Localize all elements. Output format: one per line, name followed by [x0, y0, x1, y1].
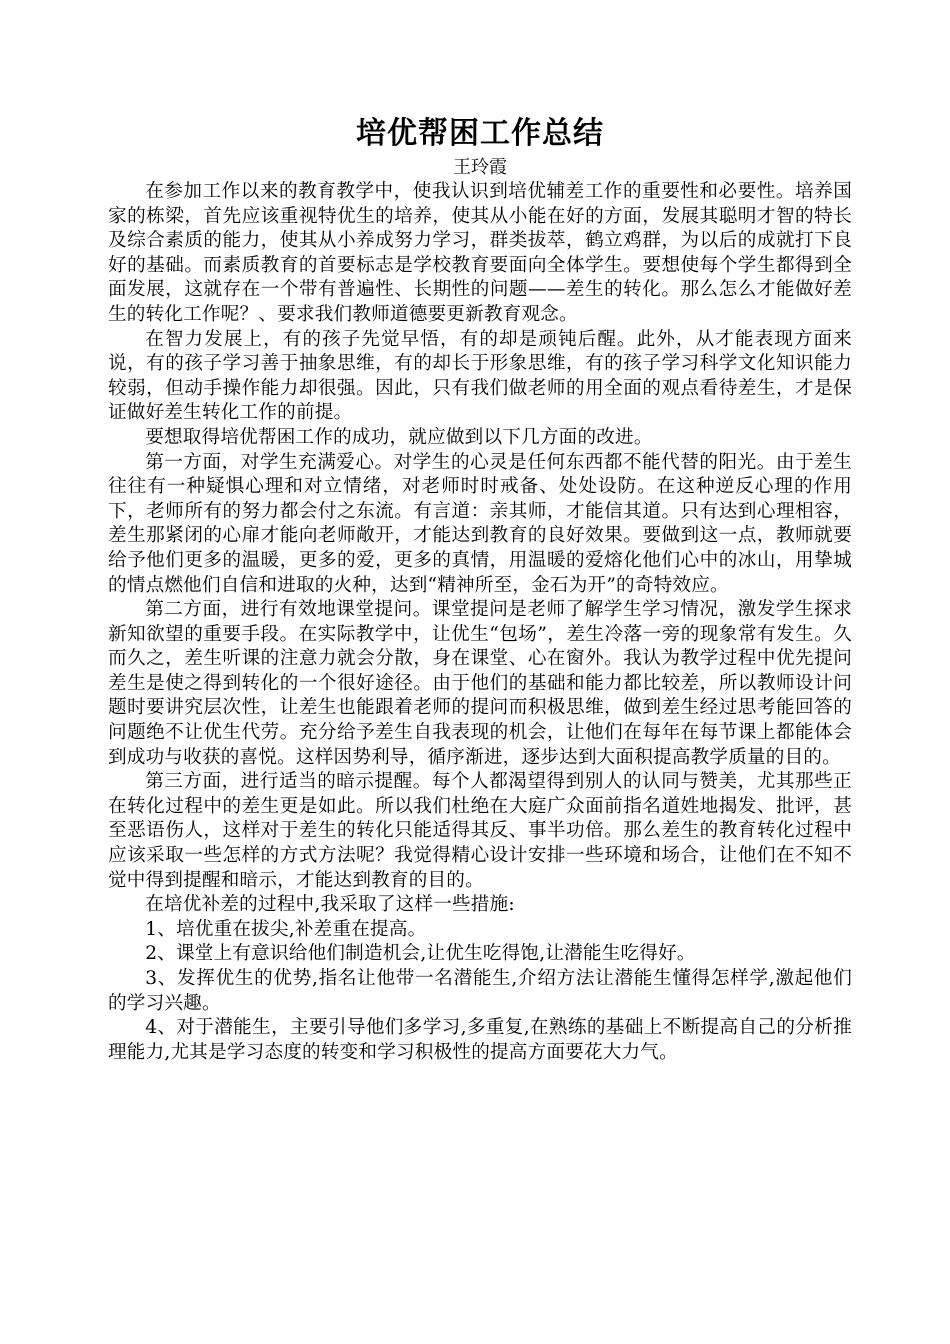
document-page [108, 112, 852, 1065]
paragraph-improvements: 要想取得培优帮困工作的成功，就应做到以下几方面的改进。 [145, 426, 653, 448]
paragraph-intelligence: 在智力发展上，有的孩子先觉早悟，有的却是顽钝后醒。此外，从才能表现方面来说，有的孩子学习善于抽象思维，有的却长于形象思维，有的孩子学习科学文化知识能力较弱，但动手操作能力却很强。因此，只有我们做老师的用全面的观点看待差生，才是保证做好差生转化工作的前提。 [108, 328, 852, 424]
paragraph-aspect-two: 第二方面，进行有效地课堂提问。课堂提问是老师了解学生学习情况，激发学生探求新知欲望的重要手段。在实际教学中，让优生“包场”，差生冷落一旁的现象常有发生。久而久之，差生听课的注意力就会分散，身在课堂、心在窗外。我认为教学过程中优先提问差生是使之得到转化的一个很好途径。由于他们的基础和能力都比较差，所以教师设计问题时要讲究层次性，让差生也能跟着老师的提问而积极思维，做到差生经过思考能回答的问题绝不让优生代劳。充分给予差生自我表现的机会，让他们在每年在每节课上都能体会到成功与收获的喜悦。这样因势利导，循序渐进，逐步达到大面积提高教学质量的目的。 [108, 599, 852, 768]
document-title: 培优帮困工作总结 [356, 116, 604, 151]
paragraph-measures-intro: 在培优补差的过程中,我采取了这样一些措施: [145, 894, 515, 916]
paragraph-aspect-three: 第三方面，进行适当的暗示提醒。每个人都渴望得到别人的认同与赞美，尤其那些正在转化过程中的差生更是如此。所以我们杜绝在大庭广众面前指名道姓地揭发、批评，甚至恶语伤人，这样对于差生的转化只能适得其反、事半功倍。那么差生的教育转化过程中应该采取一些怎样的方式方法呢？我觉得精心设计安排一些环境和场合，让他们在不知不觉中得到提醒和暗示，才能达到教育的目的。 [108, 771, 852, 891]
paragraph-intro: 在参加工作以来的教育教学中，使我认识到培优辅差工作的重要性和必要性。培养国家的栋梁，首先应该重视特优生的培养，使其从小能在好的方面，发展其聪明才智的特长及综合素质的能力，使其从小养成努力学习，群类拔萃，鹤立鸡群，为以后的成就打下良好的基础。而素质教育的首要标志是学校教育要面向全体学生。要想使每个学生都得到全面发展，这就存在一个带有普遍性、长期性的问题——差生的转化。那么怎么才能做好差生的转化工作呢？、要求我们教师道德要更新教育观念。 [108, 181, 852, 325]
measure-item: 1、培优重在拔尖,补差重在提高。 [145, 918, 427, 940]
paragraph-aspect-one: 第一方面，对学生充满爱心。对学生的心灵是任何东西都不能代替的阳光。由于差生往往有一种疑惧心理和对立情绪，对老师时时戒备、处处设防。在这种逆反心理的作用下，老师所有的努力都会付之东流。有言道：亲其师，才能信其道。只有达到心理相容，差生那紧闭的心扉才能向老师敞开，才能达到教育的良好效果。要做到这一点，教师就要给予他们更多的温暖，更多的爱，更多的真情，用温暖的爱熔化他们心中的冰山，用挚城的情点燃他们自信和进取的火种，达到“精神所至，金石为开”的奇特效应。 [108, 451, 852, 596]
document-author: 王玲霞 [453, 157, 507, 178]
measure-item: 4、对于潜能生，主要引导他们多学习,多重复,在熟练的基础上不断提高自己的分析推理能力,尤其是学习态度的转变和学习积极性的提高方面要花大力气。 [108, 1017, 852, 1063]
measure-item: 3、发挥优生的优势,指名让他带一名潜能生,介绍方法让潜能生懂得怎样学,激起他们的学习兴趣。 [108, 968, 852, 1014]
measure-item: 2、课堂上有意识给他们制造机会,让优生吃得饱,让潜能生吃得好。 [145, 943, 696, 965]
